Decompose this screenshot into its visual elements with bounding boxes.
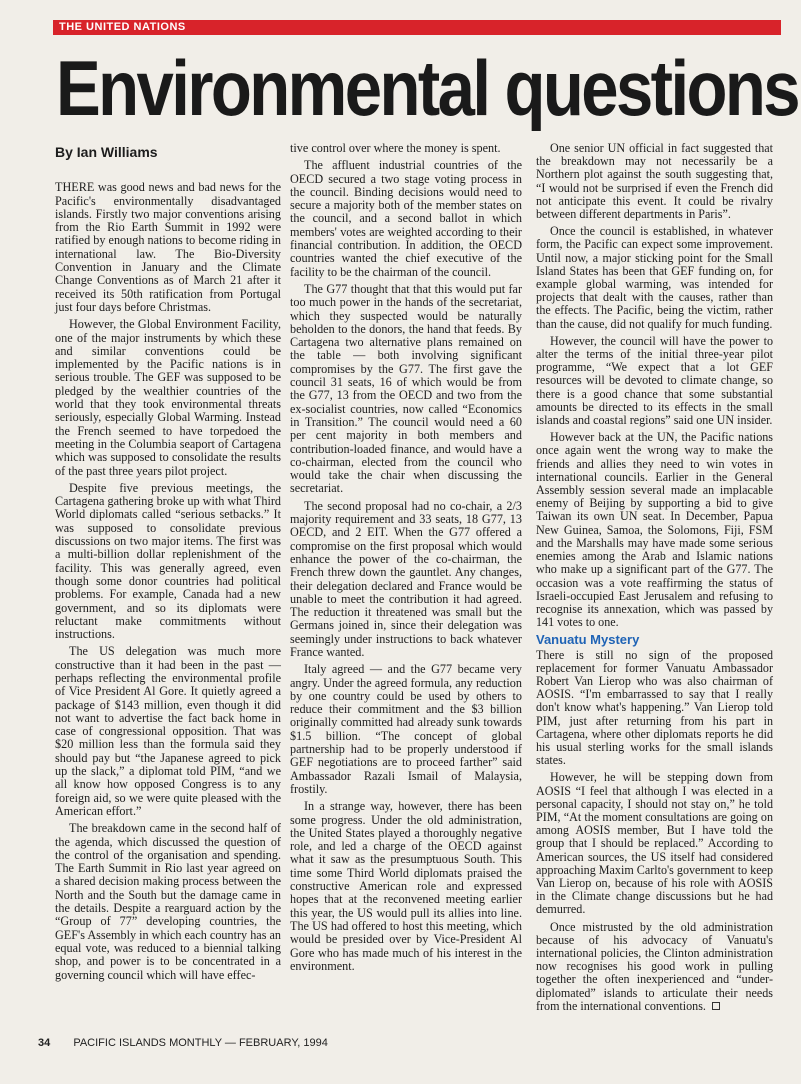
paragraph-text: Once mistrusted by the old administration because of his advocacy of Vanuatu's international policies, the Clinton administration now recognises his good work in pulling together the often inexperienced and “under-diplomated” islands to articulate their needs from the international conventions. [536,919,773,1013]
paragraph: tive control over where the money is spent. [290,141,501,155]
end-mark-icon [712,1002,720,1010]
paragraph: The G77 thought that that this would put far too much power in the hands of the secretariat, which they suspected would be naturally beholden to the donors, the hand that feeds. By Cartagena two alternative plans remained on the table — both involving significant compromises by the G77. The first gave the council 31 seats, 16 of which would be from the G77, 13 from the OECD and two from the ex-socialist countries, now called “Economics in Transition.” The council would need a 60 per cent majority in both members and contribution-loaded finance, and would have a co-chairman, elected from the council who would take the chair when discussing the secretariat. [290,281,522,496]
section-bar [53,20,781,35]
page-footer [38,1037,328,1049]
paragraph: One senior UN official in fact suggested that the breakdown may not necessarily be a Northern plot against the south suggesting that, “I would not be surprised if even the French did not anticipate this event. It could be rivalry between different departments in Paris”. [536,141,773,222]
column-1 [55,142,281,986]
headline: Environmental questions [56,44,799,132]
paragraph: However, the Global Environment Facility, one of the major instruments by which these and similar conventions could be implemented by the Pacific nations is in serious trouble. The GEF was supposed to be pledged by the wealthier countries of the world that they took environmental threats seriously, especially Global Warming. Instead the French seemed to have torpedoed the meeting in the Columbia seaport of Cartagena which was supposed to consolidate the results of the past three years pilot project. [55,317,281,478]
paragraph: Italy agreed — and the G77 became very angry. Under the agreed formula, any reduction by one country could be used by others to reduce their commitment and the $3 billion originally committed had already sunk towards $1.5 billion. “The concept of global partnership had to be properly understood if GEF negotiations are to proceed farther” said Ambassador Razali Ismail of Malaysia, frostily. [290,662,522,796]
column-3 [536,142,773,1017]
paragraph: Once the council is established, in whatever form, the Pacific can expect some improvement. Until now, a major sticking point for the Small Island States has been that GEF funding on, for example global warming, was intended for projects that dealt with the causes, rather than the effects. The Pacific, being the victim, rather than the cause, did not qualify for much funding. [536,224,773,331]
publication-info: PACIFIC ISLANDS MONTHLY — FEBRUARY, 1994 [73,1037,328,1049]
paragraph: In a strange way, however, there has been some progress. Under the old administration, the United States played a thoroughly negative role, and led a charge of the OECD against what it saw as the presumptuous South. This time some Third World diplomats praised the constructive American role and expressed hopes that at the reconvened meeting earlier this year, the US would pull its allies into line. The US had offered to host this meeting, which would be presided over by Vice-President Al Gore who has made much of his interest in the environment. [290,799,522,973]
paragraph: The affluent industrial countries of the OECD secured a two stage voting process in the council. Binding decisions would need to secure a majority both of the member states on the council, and a second ballot in which members' votes are weighted according to their financial contribution. In addition, the OECD countries wanted the chief executive of the facility to be the chairman of the council. [290,158,522,279]
paragraph: The second proposal had no co-chair, a 2/3 majority requirement and 33 seats, 18 G77, 13 OECD, and 2 EIT. When the G77 offered a compromise on the first proposal which would enhance the power of the co-chairman, the French threw down the gauntlet. Any changes, their delegation declared and France would be unable to meet the contribution it had agreed. The reduction it threatened was small but the Germans joined in, since their delegation was seemingly under instructions to back whatever France wanted. [290,498,522,659]
paragraph [536,921,773,1013]
paragraph: However back at the UN, the Pacific nations once again went the wrong way to make the friends and allies they need to win votes in international councils. Earlier in the General Assembly session several made an implacable enemy of Beijing by supporting a bid to give Taiwan its own UN seat. In December, Papua New Guinea, Samoa, the Solomons, Fiji, FSM and the Marshalls may have made some serious enemies among the Arab and Islamic nations who make up a significant part of the G77. The occasion was a vote reaffirming the status of Israeli-occupied East Jerusalem and refusing to recognise its annexation, which was passed by 141 votes to one. [536,430,773,630]
column-2 [290,142,522,977]
paragraph: The US delegation was much more constructive than it had been in the past — perhaps reflecting the environmental profile of Vice President Al Gore. It quietly agreed a package of $143 million, even though it did not want to advertise the fact back home in case of congressional opposition. That was $20 million less than the formula said they should pay but “the Japanese agreed to pick up the slack,” a diplomat told PIM, “and we all know how opposed Congress is to any foreign aid, so we were quite pleased with the American effort.” [55,644,281,818]
subheading: Vanuatu Mystery [536,632,640,648]
paragraph: THERE was good news and bad news for the Pacific's environmentally disadvantaged islands. Firstly two major conventions arising from the Rio Earth Summit in 1992 were ratified by enough nations to become riding in international law. The Bio-Diversity Convention in January and the Climate Change Conventions as of March 21 after it received its 50th ratification from Portugal just four days before Christmas. [55,180,281,314]
page-number: 34 [38,1037,51,1049]
paragraph: The breakdown came in the second half of the agenda, which discussed the question of the control of the organisation and spending. The Earth Summit in Rio last year agreed on a shared decision making process between the North and the South but the damage came in the details. Despite a rearguard action by the “Group of 77” developing countries, the GEF's Assembly in which each country has an equal vote, was reduced to a biennial talking shop, and power is to be concentrated in a governing council which will have effec- [55,821,281,982]
paragraph: However, he will be stepping down from AOSIS “I feel that although I was elected in a personal capacity, I should not stay on,” he told PIM, “At the moment consultations are going on among AOSIS member, But I have told the group that I should be replaced.” According to American sources, the US itself had considered approaching Maxim Carlto's government to keep Van Lierop on, because of his role with AOSIS in the Climate change discussions but he had demurred. [536,770,773,917]
section-label: THE UNITED NATIONS [59,21,186,33]
paragraph: There is still no sign of the proposed replacement for former Vanuatu Ambassador Robert Van Lierop who was also chairman of AOSIS. “I'm embarrassed to say that I really don't know what's happening.” Van Lierop told PIM, just after returning from his part in Cartagena, where other diplomats reports he did his usual sterling works for the small islands states. [536,647,773,768]
paragraph: However, the council will have the power to alter the terms of the initial three-year pilot programme, “We expect that a lot GEF resources will be devoted to climate change, so there is a good chance that some substantial amounts be directed to its effects in the small islands and coastal regions” said one UN insider. [536,333,773,428]
byline: By Ian Williams [55,144,158,160]
paragraph: Despite five previous meetings, the Cartagena gathering broke up with what Third World diplomats called “serious setbacks.” It was supposed to consolidate previous discussions on two major items. The first was a multi-billion dollar replenishment of the facility. This was generally agreed, even though some donor countries had political problems. For example, Canada had a new government, and so its diplomats were reluctant make commitments without instructions. [55,480,281,642]
